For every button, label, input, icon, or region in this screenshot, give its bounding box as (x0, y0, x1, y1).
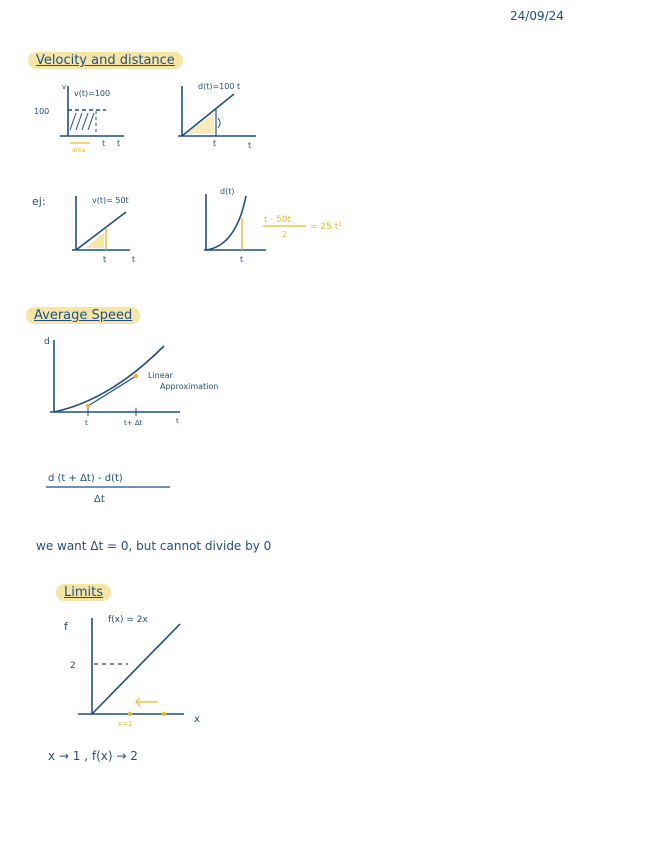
divide-by-zero-note: we want Δt = 0, but cannot divide by 0 (36, 539, 272, 553)
y-axis-label-f: f (64, 620, 68, 633)
graph-linear-velocity (64, 190, 164, 266)
graph-linear-distance (172, 78, 272, 154)
graph-limit (56, 610, 216, 730)
graph-average-speed (40, 334, 250, 428)
example-label: ej: (32, 195, 46, 208)
difference-quotient (44, 468, 184, 508)
distance-function: d(t) (220, 187, 235, 196)
formula-numerator: t · 50t (264, 215, 292, 225)
difference-quotient-denominator: Δt (94, 494, 105, 505)
x-tick-t: t (103, 255, 107, 264)
y-axis-label-d: d (44, 337, 50, 347)
formula-result: = 25 t² (310, 222, 342, 232)
velocity-function: v(t)=100 (74, 89, 111, 98)
x-axis-label-t: t (248, 141, 252, 150)
annotation-approximation: Approximation (160, 382, 219, 391)
x-tick-t: t (102, 139, 106, 148)
x-axis-label-t: t (176, 417, 179, 425)
area-note: area (72, 147, 86, 154)
y-axis-label-v: v (62, 83, 67, 91)
limit-result: x → 1 , f(x) → 2 (48, 749, 138, 763)
x-axis-label-t: t (132, 255, 136, 264)
limit-function: f(x) = 2x (108, 615, 148, 625)
difference-quotient-numerator: d (t + Δt) - d(t) (48, 473, 123, 484)
x-axis-label-x: x (194, 714, 200, 725)
x-tick-t: t (240, 255, 244, 264)
distance-function: d(t)=100 t (198, 82, 241, 91)
section-title-average-speed: Average Speed (26, 307, 140, 324)
date: 24/09/24 (510, 9, 564, 23)
graph-constant-velocity (30, 82, 140, 154)
x-tick-x-equals-1: x=1 (118, 720, 133, 728)
section-title-velocity: Velocity and distance (28, 52, 183, 69)
x-axis-label-t: t (117, 139, 121, 148)
annotation-linear: Linear (148, 371, 173, 380)
y-tick-100: 100 (34, 107, 50, 116)
section-title-limits: Limits (56, 584, 111, 601)
velocity-function: v(t)= 50t (92, 196, 129, 205)
y-tick-2: 2 (70, 661, 76, 671)
area-formula (258, 210, 368, 244)
x-tick-t: t (213, 139, 217, 148)
x-tick-t: t (85, 419, 88, 427)
x-tick-t-plus-dt: t+ Δt (124, 419, 143, 427)
formula-denominator: 2 (282, 230, 288, 239)
